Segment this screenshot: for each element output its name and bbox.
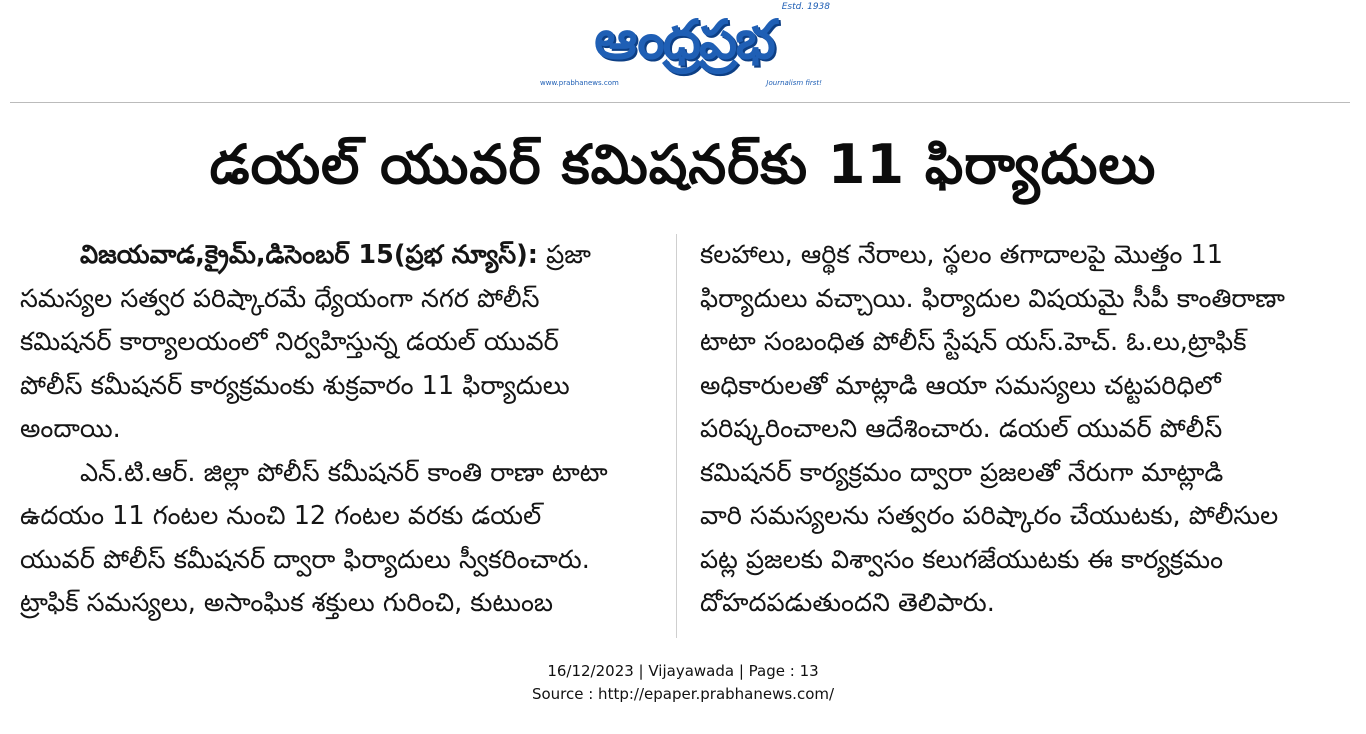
article-line: కమిషనర్ కార్యాలయంలో నిర్వహిస్తున్న డయల్ యువర్ [20,327,559,357]
masthead [0,0,1366,100]
article-line: ఉదయం 11 గంటల నుంచి 12 గంటల వరకు డయల్ [20,501,542,531]
footer-info: 16/12/2023 | Vijayawada | Page : 13 [547,662,819,680]
article-line: అధికారులతో మాట్లాడి ఆయా సమస్యలు చట్టపరిధిలో [700,370,1221,401]
logo-wordmark: ఆంధ్రప్రభ [594,8,774,71]
article-headline: డయల్ యువర్ కమిషనర్‌కు 11 ఫిర్యాదులు [209,133,1157,196]
top-divider [10,102,1350,103]
article-line: టాటా సంబంధిత పోలీస్ స్టేషన్ యస్.హెచ్. ఓ.లు,ట్రాఫిక్ [700,327,1247,357]
article-dateline: విజయవాడ,క్రైమ్,డిసెంబర్ 15(ప్రభ న్యూస్): [80,240,538,270]
article-column-left [20,234,655,626]
article-line: విజయవాడ,క్రైమ్,డిసెంబర్ 15(ప్రభ న్యూస్): ప్రజా [80,240,591,270]
article-line: ట్రాఫిక్ సమస్యలు, అసాంఘిక శక్తులు గురించి, కుటుంబ [20,588,554,618]
article-line: వారి సమస్యలను సత్వరం పరిష్కారం చేయుటకు, పోలీసుల [700,501,1279,531]
article-line: దోహదపడుతుందని తెలిపారు. [700,588,995,618]
footer-source: Source : http://epaper.prabhanews.com/ [531,685,835,703]
article-line: పట్ల ప్రజలకు విశ్వాసం కలుగజేయుటకు ఈ కార్యక్రమం [700,544,1224,575]
newspaper-logo [534,2,834,92]
article-line: యువర్ పోలీస్ కమీషనర్ ద్వారా ఫిర్యాదులు స్వీకరించారు. [20,544,590,575]
article-column-right [700,234,1328,626]
article-line: అందాయి. [20,414,121,444]
column-divider [676,234,677,638]
article-line: సమస్యల సత్వర పరిష్కారమే ధ్యేయంగా నగర పోలీస్ [20,283,540,314]
logo-established: Estd. 1938 [781,2,830,12]
article-line: పోలీస్ కమీషనర్ కార్యక్రమంకు శుక్రవారం 11 ఫిర్యాదులు [20,370,570,401]
article-line: కమిషనర్ కార్యక్రమం ద్వారా ప్రజలతో నేరుగా మాట్లాడి [700,457,1224,488]
article-line: ఫిర్యాదులు వచ్చాయి. ఫిర్యాదుల విషయమై సీపీ కాంతిరాణా [700,283,1286,314]
article-line: పరిష్కరించాలని ఆదేశించారు. డయల్ యువర్ పోలీస్ [700,414,1223,444]
logo-tagline: Journalism first! [766,79,822,87]
logo-website: www.prabhanews.com [540,79,619,87]
article-line: కలహాలు, ఆర్థిక నేరాలు, స్థలం తగాదాలపై మొత్తం 11 [700,240,1223,270]
article-line: ఎన్.టి.ఆర్. జిల్లా పోలీస్ కమీషనర్ కాంతి రాణా టాటా [80,457,608,488]
